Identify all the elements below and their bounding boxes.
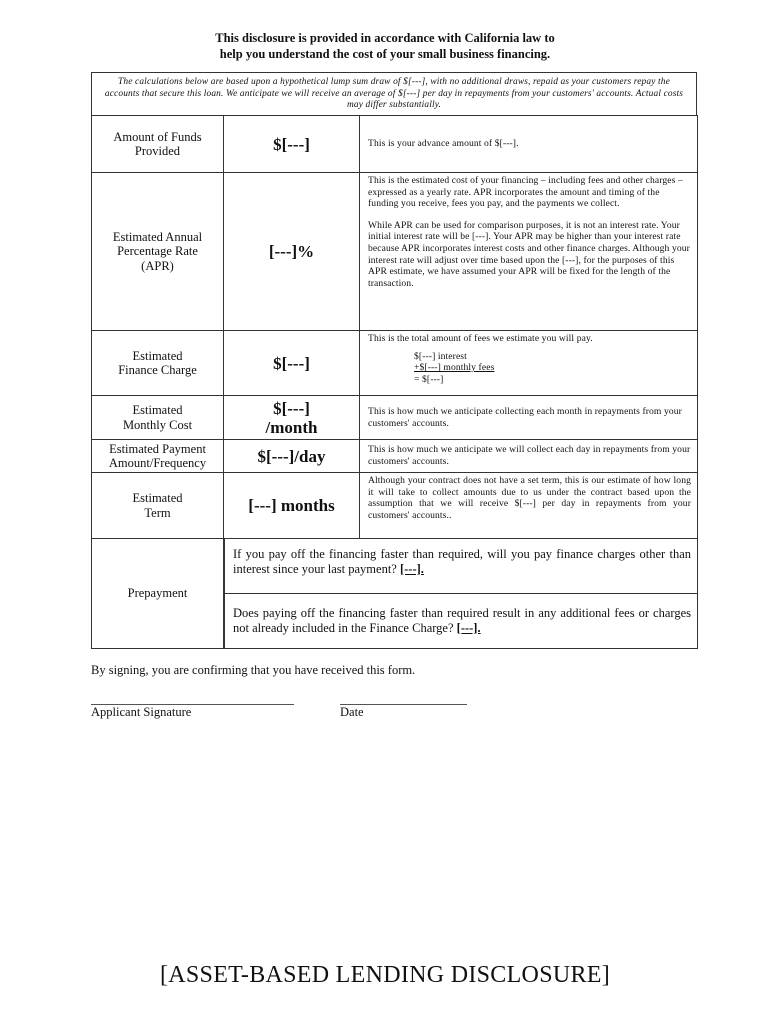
amount-desc-text: This is your advance amount of $[---].: [368, 138, 519, 150]
monthly-desc-text: This is how much we anticipate collecting each month in repayments from your customers' accounts.: [368, 405, 682, 429]
monthly-label: [92, 396, 224, 440]
row-finance-charge: [92, 331, 698, 396]
amount-label: [92, 116, 224, 173]
prepayment-question-1: [224, 539, 697, 594]
row-amount-funds: [92, 116, 698, 173]
prepayment-label: Prepayment: [92, 539, 224, 649]
apr-label-3: (APR): [141, 258, 174, 273]
prepayment-q1-text: If you pay off the financing faster than required, will you pay finance charges other than interest since your last payment?: [233, 547, 691, 576]
finance-value: $[---]: [224, 331, 360, 396]
monthly-value: [224, 396, 360, 440]
row-monthly-cost: [92, 396, 698, 440]
monthly-label-2: Monthly Cost: [122, 417, 193, 432]
payment-label-1: Estimated Payment: [109, 441, 206, 456]
apr-label: [92, 173, 224, 331]
monthly-description: [360, 396, 698, 440]
amount-description: [360, 116, 698, 173]
heading-line-1: This disclosure is provided in accordance with California law to: [215, 31, 555, 45]
signing-statement: By signing, you are confirming that you have received this form.: [91, 663, 416, 677]
finance-label: [92, 331, 224, 396]
amount-value: $[---]: [224, 116, 360, 173]
finance-label-1: Estimated: [132, 348, 183, 363]
payment-label: [92, 440, 224, 473]
row-term: [92, 473, 698, 539]
row-apr: [92, 173, 698, 331]
apr-label-2: Percentage Rate: [117, 244, 198, 259]
payment-desc-text: This is how much we anticipate we will collect each day in repayments from your customers' accounts.: [368, 444, 691, 467]
finance-desc-text: This is the total amount of fees we estimate you will pay.: [368, 333, 593, 344]
payment-value: $[---]/day: [224, 440, 360, 473]
monthly-value-2: /month: [265, 417, 318, 437]
prepayment-questions: [224, 539, 698, 649]
finance-total-line: = $[---]: [414, 373, 444, 385]
term-label-1: Estimated: [132, 491, 183, 505]
prepayment-q2-answer: [---].: [456, 621, 481, 635]
apr-label-1: Estimated Annual: [112, 229, 203, 244]
finance-fees-line: +$[---] monthly fees: [414, 362, 495, 374]
footer-title: [ASSET-BASED LENDING DISCLOSURE]: [159, 962, 611, 988]
row-payment-frequency: [92, 440, 698, 473]
finance-label-2: Finance Charge: [118, 363, 197, 377]
term-label-2: Term: [144, 505, 171, 520]
finance-description: [360, 331, 698, 396]
monthly-label-1: Estimated: [132, 403, 183, 417]
row-prepayment: [92, 539, 698, 649]
apr-description: [360, 173, 698, 331]
apr-value: [---]%: [224, 173, 360, 331]
payment-label-2: Amount/Frequency: [108, 456, 207, 470]
monthly-value-1: $[---]: [273, 398, 310, 418]
payment-description: [360, 440, 698, 473]
prepayment-question-2: [224, 594, 697, 648]
prepayment-q2-text: Does paying off the financing faster than required result in any additional fees or charges not already included in the Finance Charge?: [233, 606, 691, 635]
heading-line-2: help you understand the cost of your small business financing.: [219, 47, 551, 61]
date-label: Date: [340, 705, 364, 719]
apr-desc-2: While APR can be used for comparison purposes, it is not an interest rate. Your initial interest rate will be [---]. Your APR may be higher than your interest rate because APR incorporates interest costs and other finance charges. Although your interest rate will adjust over time based upon the [---], for the purposes of this APR estimate, we have assumed your APR will be fixed for the length of the transaction.: [368, 219, 690, 289]
term-label: [92, 473, 224, 539]
amount-label-1: Amount of Funds: [113, 129, 202, 144]
prepayment-q1-answer: [---].: [399, 562, 424, 576]
intro-note: The calculations below are based upon a hypothetical lump sum draw of $[---], with no additional draws, repaid as your customers repay the accounts that secure this loan. We anticipate we will receive an average of $[---] per day in repayments from your customers' accounts. Actual costs may differ substantially.: [91, 72, 697, 116]
amount-label-2: Provided: [134, 144, 181, 158]
term-value: [---] months: [224, 473, 360, 539]
disclosure-heading: [0, 30, 770, 62]
term-desc-text: Although your contract does not have a set term, this is our estimate of how long it will take to collect amounts due to us under the contract based upon the assumption that we will receive $[---] per day in repayments from your customers' accounts..: [368, 475, 691, 521]
disclosure-table: [91, 115, 698, 649]
term-description: [360, 473, 698, 539]
apr-desc-1: This is the estimated cost of your financing – including fees and other charges – expressed as a yearly rate. APR incorporates the amount and timing of the funding you receive, fees you pay, and the payments we collect.: [368, 175, 683, 210]
finance-interest-line: $[---] interest: [414, 350, 467, 362]
applicant-signature-label: Applicant Signature: [91, 705, 192, 719]
